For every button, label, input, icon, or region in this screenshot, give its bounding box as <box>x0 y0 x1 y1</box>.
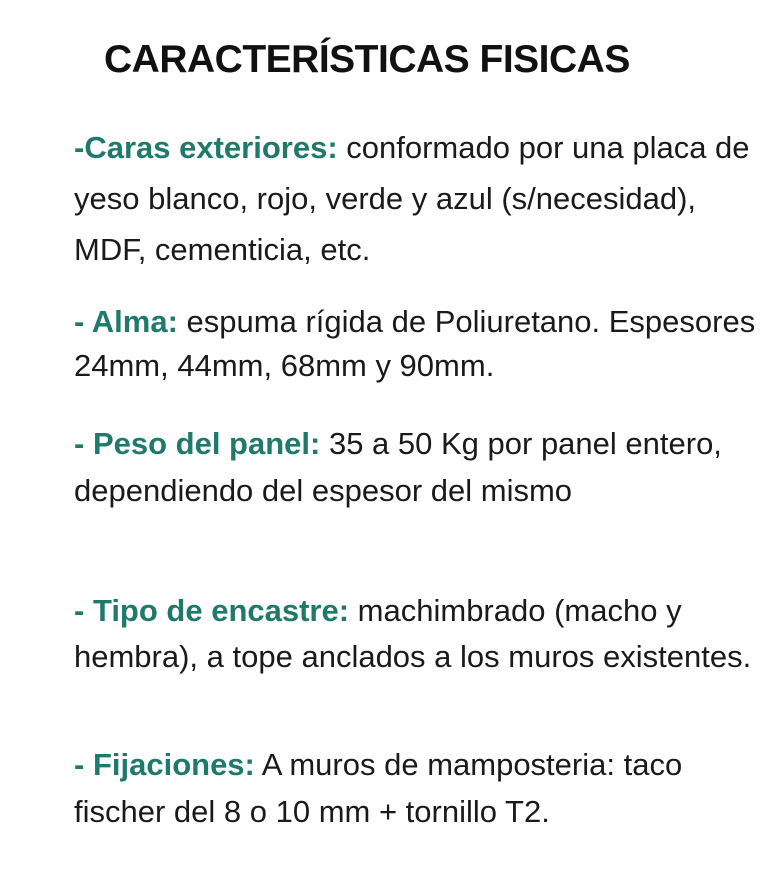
spec-item-fijaciones <box>74 741 758 835</box>
spec-label <box>74 426 320 461</box>
spec-item-caras-exteriores <box>74 122 758 275</box>
spec-label-text: Peso del panel: <box>92 426 321 461</box>
spec-description: machimbrado (macho y hembra), a tope anclados a los muros existentes. <box>74 593 752 674</box>
spec-label <box>74 593 349 628</box>
spec-label <box>74 304 178 339</box>
spec-label-text: Tipo de encastre: <box>92 593 350 628</box>
spec-prefix: - <box>74 747 93 782</box>
spec-prefix: - <box>74 304 92 339</box>
spec-prefix: - <box>74 426 93 461</box>
spec-description: espuma rígida de Poliuretano. Espesores 24mm, 44mm, 68mm y 90mm. <box>74 304 756 383</box>
spec-prefix: - <box>74 593 93 628</box>
spec-label-text: Alma: <box>91 304 178 339</box>
spec-label <box>74 130 338 165</box>
spec-description: conformado por una placa de yeso blanco, rojo, verde y azul (s/necesidad), MDF, cementicia, etc. <box>74 130 750 267</box>
spec-label <box>74 747 255 782</box>
spec-item-tipo-de-encastre <box>74 588 758 680</box>
spec-prefix: - <box>74 130 85 165</box>
spec-label-text: Caras exteriores: <box>84 130 338 165</box>
spec-item-alma <box>74 300 758 388</box>
spec-description: 35 a 50 Kg por panel entero, dependiendo del espesor del mismo <box>74 426 722 508</box>
spec-description: A muros de mamposteria: taco fischer del 8 o 10 mm + tornillo T2. <box>74 747 683 829</box>
spec-item-peso-del-panel <box>74 420 758 514</box>
spec-label-text: Fijaciones: <box>92 747 255 782</box>
page-title: CARACTERÍSTICAS FISICAS <box>104 38 630 81</box>
